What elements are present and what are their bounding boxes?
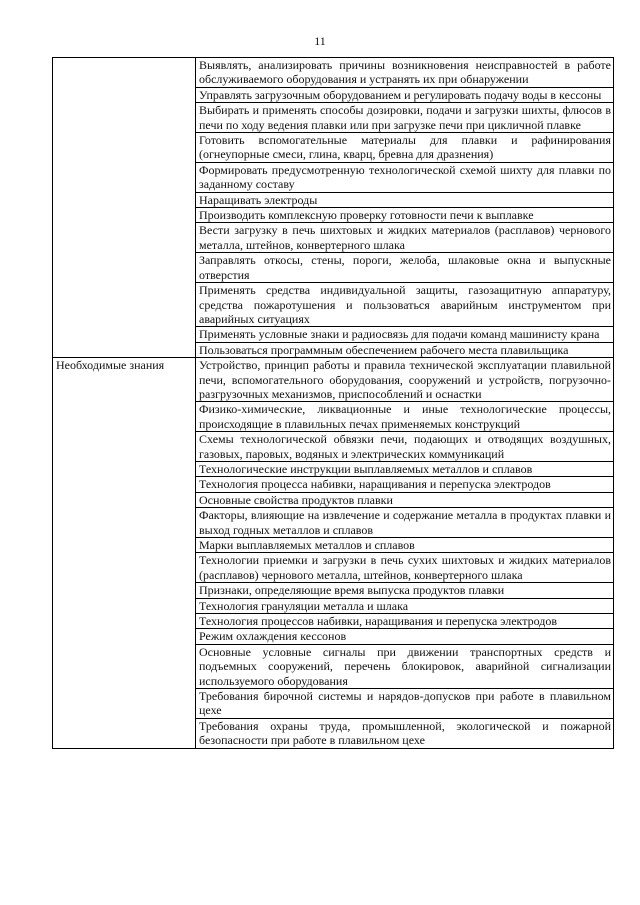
table-cell-item: Формировать предусмотренную технологической схемой шихту для плавки по заданному составу bbox=[196, 162, 614, 192]
table-cell-item: Применять условные знаки и радиосвязь для подачи команд машинисту крана bbox=[196, 327, 614, 342]
table-cell-item: Выбирать и применять способы дозировки, подачи и загрузки шихты, флюсов в печи по ходу ведения плавки или при загрузке печи при цикличной плавке bbox=[196, 103, 614, 133]
page-number: 11 bbox=[314, 34, 326, 48]
table-cell-item: Технология процессов набивки, наращивания и перепуска электродов bbox=[196, 614, 614, 629]
table-cell-item: Схемы технологической обвязки печи, подающих и отводящих воздушных, газовых, паровых, водяных и электрических коммуникаций bbox=[196, 432, 614, 462]
table-cell-item: Требования охраны труда, промышленной, экологической и пожарной безопасности при работе в плавильном цехе bbox=[196, 718, 614, 748]
table-cell-item: Признаки, определяющие время выпуска продуктов плавки bbox=[196, 583, 614, 598]
table-cell-item: Вести загрузку в печь шихтовых и жидких материалов (расплавов) чернового металла, штейнов, конвертерного шлака bbox=[196, 223, 614, 253]
table-cell-item: Готовить вспомогательные материалы для плавки и рафинирования (огнеупорные смеси, глина, кварц, бревна для дразнения) bbox=[196, 133, 614, 163]
competency-table-body bbox=[53, 58, 614, 749]
table-cell-item: Физико-химические, ликвационные и иные технологические процессы, происходящие в плавильных печах применяемых конструкций bbox=[196, 402, 614, 432]
table-cell-item: Устройство, принцип работы и правила технической эксплуатации плавильной печи, вспомогательного оборудования, сооружений и устройств, погрузочно-разгрузочных механизмов, приспособлений и оснастки bbox=[196, 358, 614, 402]
table-cell-item: Применять средства индивидуальной защиты, газозащитную аппаратуру, средства пожаротушения и пользоваться аварийным инструментом при аварийных ситуациях bbox=[196, 283, 614, 327]
table-cell-item: Режим охлаждения кессонов bbox=[196, 629, 614, 644]
table-cell-item: Заправлять откосы, стены, пороги, желоба, шлаковые окна и выпускные отверстия bbox=[196, 253, 614, 283]
table-cell-item: Основные условные сигналы при движении транспортных средств и подъемных сооружений, перечень блокировок, аварийной сигнализации используемого оборудования bbox=[196, 644, 614, 688]
table-cell-item: Основные свойства продуктов плавки bbox=[196, 492, 614, 507]
table-cell-item: Технология процесса набивки, наращивания и перепуска электродов bbox=[196, 477, 614, 492]
section-label-knowledge: Необходимые знания bbox=[53, 358, 196, 749]
table-cell-item: Технологии приемки и загрузки в печь сухих шихтовых и жидких материалов (расплавов) чернового металла, штейнов, конвертерного шлака bbox=[196, 553, 614, 583]
table-cell-item: Наращивать электроды bbox=[196, 192, 614, 207]
table-cell-item: Факторы, влияющие на извлечение и содержание металла в продуктах плавки и выход годных металлов и сплавов bbox=[196, 508, 614, 538]
competency-table bbox=[52, 57, 614, 749]
table-row bbox=[53, 58, 614, 88]
table-cell-item: Технология грануляции металла и шлака bbox=[196, 598, 614, 613]
table-cell-item: Выявлять, анализировать причины возникновения неисправностей в работе обслуживаемого оборудования и устранять их при обнаружении bbox=[196, 58, 614, 88]
table-cell-item: Технологические инструкции выплавляемых металлов и сплавов bbox=[196, 461, 614, 476]
table-cell-item: Управлять загрузочным оборудованием и регулировать подачу воды в кессоны bbox=[196, 87, 614, 102]
table-row bbox=[53, 358, 614, 402]
table-cell-item: Пользоваться программным обеспечением рабочего места плавильщика bbox=[196, 342, 614, 357]
table-cell-item: Производить комплексную проверку готовности печи к выплавке bbox=[196, 208, 614, 223]
table-cell-item: Марки выплавляемых металлов и сплавов bbox=[196, 538, 614, 553]
section-label-cell bbox=[53, 58, 196, 358]
table-cell-item: Требования бирочной системы и нарядов-допусков при работе в плавильном цехе bbox=[196, 689, 614, 719]
